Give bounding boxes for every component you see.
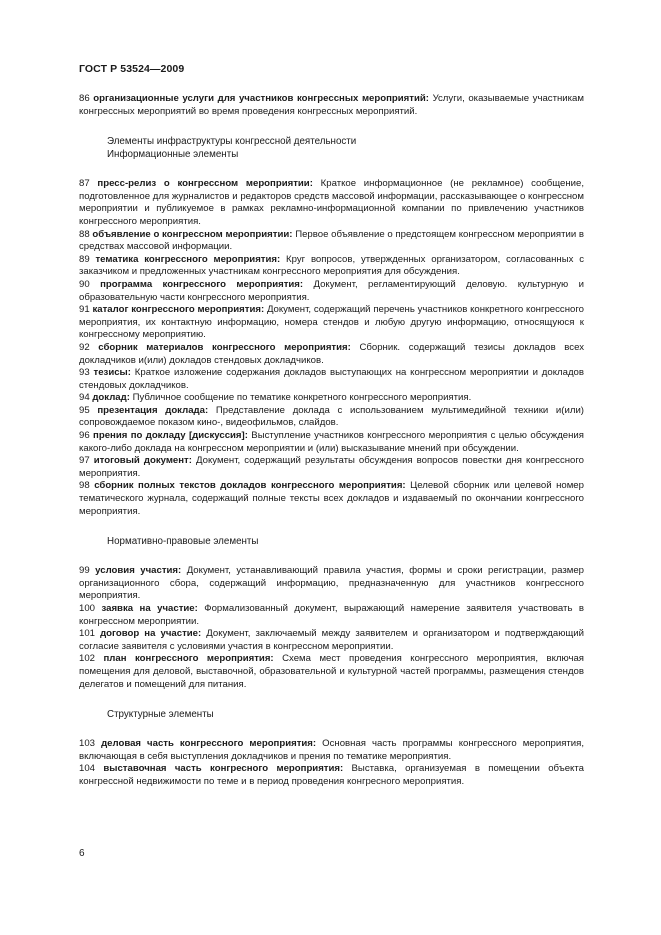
term-name: деловая часть конгрессного мероприятия: [101, 738, 317, 750]
term-name: пресс-релиз о конгрессном мероприятии: [97, 178, 313, 190]
term-name: прения по докладу [дискуссия]: [93, 430, 248, 442]
entries-group-b [79, 178, 584, 518]
term-name: объявление о конгрессном мероприятии: [92, 228, 293, 240]
term-name: договор на участие: [100, 628, 202, 640]
term-name: заявка на участие: [101, 603, 198, 614]
term-definition: Представление доклада с использованием мультимедийной техники и(или) сопровождаемое показом кино-, видеофильмов, слайдов. [79, 404, 585, 429]
entries-group-d [79, 738, 584, 788]
term-number: 98 [79, 480, 90, 492]
term-name: сборник полных текстов докладов конгрессного мероприятия: [94, 480, 406, 492]
term-number: 97 [79, 455, 90, 467]
term-definition: Документ, содержащий перечень участников конкретного конгрессного мероприятия, их контактную информацию, номера стендов и любую другую информацию, относящуюся к конгрессному мероприятию. [79, 304, 584, 341]
term-number: 96 [79, 430, 90, 442]
term-name: доклад: [92, 392, 130, 404]
term-entry [79, 304, 584, 342]
term-entry [79, 653, 584, 691]
term-definition: Выставка, организуемая в помещении объекта конгрессной недвижимости по теме и в период проведения конгресного мероприятия. [79, 763, 584, 787]
term-number: 94 [79, 392, 90, 404]
term-definition: Первое объявление о предстоящем конгрессном мероприятии в средствах массовой информации. [79, 228, 584, 253]
term-definition: Публичное сообщение по тематике конкретного конгрессного мероприятия. [132, 392, 472, 404]
term-number: 93 [79, 367, 90, 379]
term-entry [79, 405, 584, 430]
term-number: 86 [79, 93, 90, 104]
term-entry [79, 565, 584, 603]
term-entry [79, 279, 584, 304]
term-entry [79, 763, 584, 788]
term-entry [79, 392, 584, 405]
term-definition: Документ, содержащий результаты обсуждения вопросов повестки дня конгрессного мероприятия. [79, 455, 585, 479]
section-heading-infrastructure: Элементы инфраструктуры конгрессной деятельности [107, 136, 357, 148]
term-number: 104 [79, 763, 96, 775]
term-name: тематика конгрессного мероприятия: [95, 253, 281, 265]
term-entry [79, 178, 584, 228]
term-name: презентация доклада: [97, 404, 209, 416]
term-definition: Краткое изложение содержания докладов выступающих на конгрессном мероприятии и докладов стендовых докладчиков. [79, 367, 584, 391]
term-name: организационные услуги для участников конгрессных мероприятий: [93, 93, 429, 104]
term-entry [79, 455, 584, 480]
term-definition: Документ, устанавливающий правила участия, формы и сроки регистрации, размер организационного сбора, содержащий информацию, предназначенную для участников конгрессного мероприятия. [79, 565, 584, 602]
term-entry [79, 603, 584, 628]
term-entry [79, 480, 584, 518]
term-entry [79, 342, 584, 367]
term-definition: Круг вопросов, утвержденных организатором, согласованных с заказчиком и предложенных участникам конгрессного мероприятия для обсуждения. [79, 253, 585, 278]
term-number: 100 [79, 603, 96, 614]
document-header: ГОСТ Р 53524—2009 [79, 63, 185, 75]
section-heading-information: Информационные элементы [107, 149, 239, 161]
term-entry [79, 93, 584, 118]
term-number: 102 [79, 653, 96, 665]
term-number: 92 [79, 341, 90, 353]
term-definition: Схема мест проведения конгрессного мероприятия, включая помещения для деловой, выставочной, образовательной и культурной частей программы, размещения стендов делегатов и помещений для питания. [79, 653, 585, 690]
section-heading-legal: Нормативно-правовые элементы [107, 536, 259, 548]
term-name: сборник материалов конгрессного мероприятия: [98, 341, 351, 353]
term-entry [79, 628, 584, 653]
term-number: 88 [79, 228, 90, 240]
entries-group-c [79, 565, 584, 691]
term-definition: Документ, заключаемый между заявителем и организатором и подтверждающий согласие заявителя с условиями участия в конгрессном мероприятии. [79, 628, 585, 652]
term-entry [79, 430, 584, 455]
term-definition: Услуги, оказываемые участникам конгрессных мероприятий во время проведения конгрессных мероприятий. [79, 93, 584, 117]
term-number: 91 [79, 304, 90, 316]
term-name: план конгрессного мероприятия: [103, 653, 274, 665]
term-number: 101 [79, 628, 96, 640]
term-definition: Документ, регламентирующий деловую. культурную и образовательную части конгрессного мероприятия. [79, 278, 584, 303]
term-name: каталог конгрессного мероприятия: [92, 304, 265, 316]
term-definition: Формализованный документ, выражающий намерение заявителя участвовать в конгрессном мероприятии. [79, 603, 584, 627]
term-definition: Выступление участников конгрессного мероприятия с целью обсуждения какого-либо доклада на конгрессном мероприятии и (или) высказывание мнений при обсуждении. [79, 430, 584, 454]
term-name: тезисы: [93, 367, 131, 379]
term-definition: Основная часть программы конгрессного мероприятия, включающая в себя выступления докладчиков и прения по тематике мероприятия. [79, 738, 585, 762]
term-definition: Сборник. содержащий тезисы докладов всех докладчиков и(или) докладов стендовых докладчиков. [79, 341, 584, 366]
term-definition: Краткое информационное (не рекламное) сообщение, подготовленное для журналистов и редакторов средств массовой информации, рассказывающее о конгрессном мероприятии и публикуемое в рамках рекламно-информационной компании по привлечению участников конгрессного мероприятия. [79, 178, 584, 227]
section-heading-structural: Структурные элементы [107, 709, 214, 721]
term-number: 95 [79, 404, 90, 416]
term-name: программа конгрессного мероприятия: [100, 278, 304, 290]
page-number: 6 [79, 848, 85, 859]
document-body [79, 93, 584, 789]
term-number: 90 [79, 278, 90, 290]
entries-group-a [79, 93, 584, 118]
term-entry [79, 229, 584, 254]
term-definition: Целевой сборник или целевой номер тематического журнала, содержащий полные тексты всех докладов и издаваемый по окончании конгрессного мероприятия. [79, 480, 584, 517]
term-number: 103 [79, 738, 96, 750]
term-name: условия участия: [95, 565, 182, 577]
term-number: 99 [79, 565, 90, 577]
term-entry [79, 738, 584, 763]
term-name: выставочная часть конгресного мероприятия: [103, 763, 344, 775]
term-name: итоговый документ: [93, 455, 192, 467]
term-entry [79, 254, 584, 279]
term-number: 87 [79, 178, 90, 190]
term-entry [79, 367, 584, 392]
term-number: 89 [79, 253, 90, 265]
